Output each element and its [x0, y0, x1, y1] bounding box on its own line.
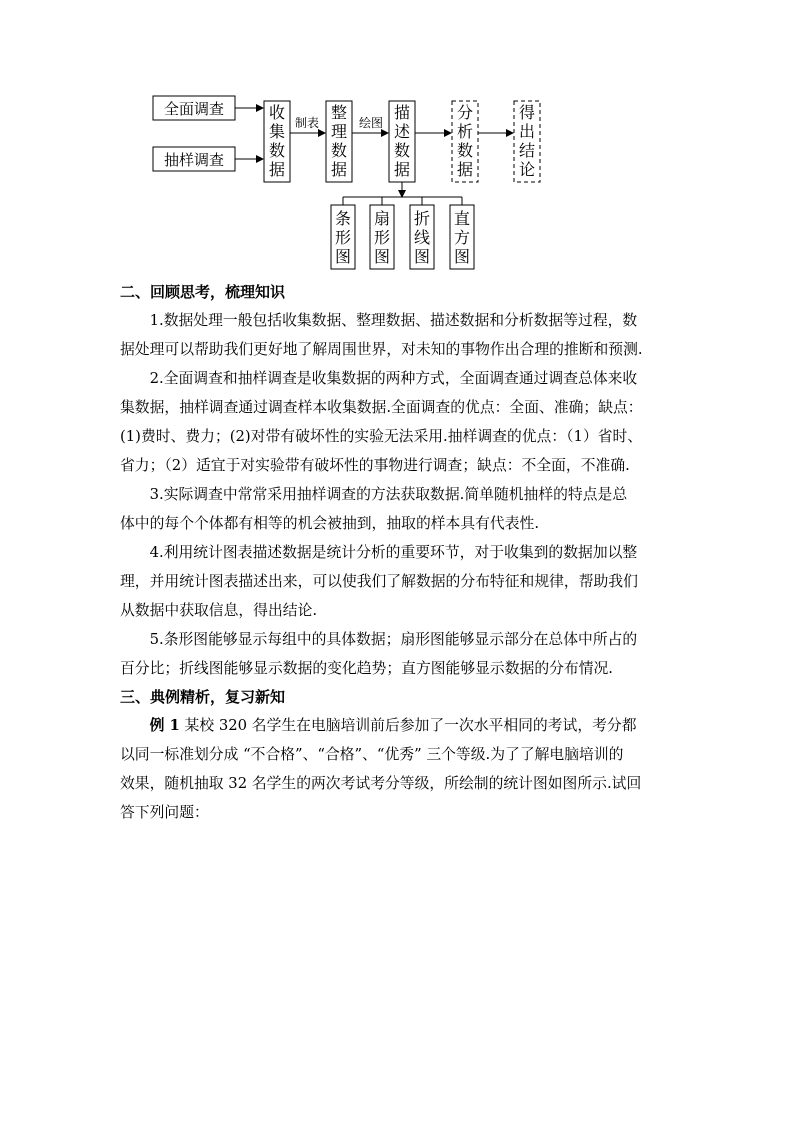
text-line: 4.利用统计图表描述数据是统计分析的重要环节，对于收集到的数据加以整 — [149, 544, 638, 561]
svg-text:描: 描 — [393, 103, 411, 122]
collect-data-box — [264, 101, 290, 182]
text-line: 体中的每个个体都有相等的机会被抽到，抽取的样本具有代表性. — [120, 515, 540, 532]
text-line: 2.全面调查和抽样调查是收集数据的两种方式，全面调查通过调查总体来收 — [149, 370, 638, 387]
svg-text:析: 析 — [456, 122, 474, 141]
svg-text:扇: 扇 — [373, 209, 391, 228]
svg-text:数: 数 — [268, 141, 286, 160]
conclude-box — [514, 101, 540, 182]
text-line: 5.条形图能够显示每组中的具体数据；扇形图能够显示部分在总体中所占的 — [149, 631, 638, 648]
svg-text:数: 数 — [393, 141, 411, 160]
svg-text:折: 折 — [413, 209, 431, 228]
svg-text:据: 据 — [393, 160, 411, 179]
svg-text:直: 直 — [453, 209, 471, 228]
example-label: 例 1 — [149, 717, 180, 734]
section2-heading: 二、回顾思考，梳理知识 — [120, 283, 286, 301]
text-line: 理，并用统计图表描述出来，可以使我们了解数据的分布特征和规律，帮助我们 — [120, 573, 638, 590]
svg-text:整: 整 — [330, 103, 348, 122]
full-survey-box — [153, 96, 235, 120]
knowledge-paragraph-4 — [120, 538, 682, 625]
line-chart-box — [410, 205, 434, 269]
knowledge-paragraph-2 — [120, 364, 682, 480]
svg-text:形: 形 — [334, 228, 352, 247]
tabulate-label: 制表 — [294, 116, 320, 130]
svg-text:方: 方 — [453, 228, 471, 247]
text-line: 省力；（2）适宜于对实验带有破坏性的事物进行调查；缺点：不全面，不准确. — [120, 457, 630, 474]
svg-text:述: 述 — [393, 122, 411, 141]
svg-text:图: 图 — [373, 247, 391, 266]
text-line: (1)费时、费力；(2)对带有破坏性的实验无法采用.抽样调查的优点：（1）省时、 — [120, 428, 643, 445]
text-line: 3.实际调查中常常采用抽样调查的方法获取数据.简单随机抽样的特点是总 — [149, 486, 628, 503]
text-line: 某校 320 名学生在电脑培训前后参加了一次水平相同的考试，考分都 — [179, 717, 637, 734]
svg-text:图: 图 — [453, 247, 471, 266]
knowledge-paragraph-3 — [120, 480, 682, 538]
svg-text:集: 集 — [268, 122, 286, 141]
text-line: 从数据中获取信息，得出结论. — [120, 602, 318, 619]
svg-text:全面调查: 全面调查 — [163, 100, 225, 118]
text-line: 以同一标准划分成 “不合格”、“合格”、“优秀” 三个等级.为了了解电脑培训的 — [120, 746, 624, 763]
text-line: 集数据，抽样调查通过调查样本收集数据.全面调查的优点：全面、准确；缺点： — [120, 399, 643, 416]
text-line: 百分比；折线图能够显示数据的变化趋势；直方图能够显示数据的分布情况. — [120, 660, 614, 677]
knowledge-paragraph-1 — [120, 306, 682, 364]
svg-text:条: 条 — [334, 209, 352, 228]
main-content — [120, 278, 682, 827]
analyze-data-box — [452, 101, 478, 182]
plot-label: 绘图 — [358, 116, 384, 130]
svg-text:分: 分 — [456, 103, 474, 122]
svg-text:图: 图 — [334, 247, 352, 266]
text-line: 据处理可以帮助我们更好地了解周围世界，对未知的事物作出合理的推断和预测. — [120, 341, 643, 358]
text-line: 1.数据处理一般包括收集数据、整理数据、描述数据和分析数据等过程，数 — [149, 312, 638, 329]
bar-chart-box — [331, 205, 355, 269]
svg-text:理: 理 — [330, 122, 348, 141]
svg-text:结: 结 — [518, 141, 536, 160]
knowledge-paragraph-5 — [120, 625, 682, 683]
statistics-flow-diagram — [0, 0, 794, 280]
svg-text:抽样调查: 抽样调查 — [163, 151, 225, 169]
svg-text:得: 得 — [518, 103, 536, 122]
svg-text:据: 据 — [330, 160, 348, 179]
organize-data-box — [326, 101, 352, 182]
pie-chart-box — [370, 205, 394, 269]
text-line: 效果，随机抽取 32 名学生的两次考试考分等级，所绘制的统计图如图所示.试回 — [120, 775, 642, 792]
histogram-box — [450, 205, 474, 269]
svg-text:线: 线 — [413, 228, 431, 247]
svg-text:形: 形 — [373, 228, 391, 247]
example-1-paragraph — [120, 711, 682, 827]
svg-text:数: 数 — [456, 141, 474, 160]
svg-text:出: 出 — [518, 122, 536, 141]
svg-text:据: 据 — [456, 160, 474, 179]
svg-text:据: 据 — [268, 160, 286, 179]
section3-heading: 三、典例精析，复习新知 — [120, 688, 286, 706]
svg-text:图: 图 — [413, 247, 431, 266]
svg-text:数: 数 — [330, 141, 348, 160]
text-line: 答下列问题： — [120, 804, 209, 821]
svg-text:论: 论 — [518, 160, 536, 179]
describe-data-box — [389, 101, 415, 182]
sample-survey-box — [153, 147, 235, 171]
svg-text:收: 收 — [268, 103, 286, 122]
